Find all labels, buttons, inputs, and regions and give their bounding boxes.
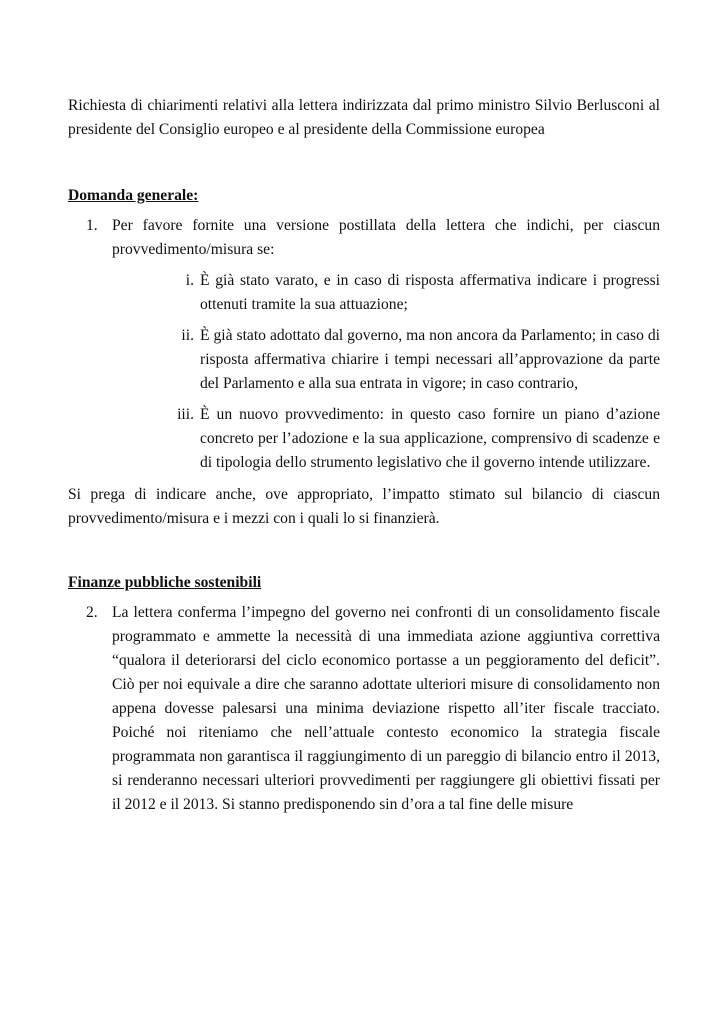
- document-page: [68, 94, 660, 817]
- subitem-text: È già stato varato, e in caso di risposta affermativa indicare i progressi ottenuti tramite la sua attuazione;: [200, 272, 660, 313]
- item-text: La lettera conferma l’impegno del governo nei confronti di un consolidamento fiscale programmato e ammette la necessità di una immediata azione aggiuntiva correttiva “qualora il deteriorarsi del ciclo economico portasse a un peggioramento del deficit”. Ciò per noi equivale a dire che saranno adottate ulteriori misure di consolidamento non appena dovesse palesarsi una minima deviazione rispetto all’iter fiscale tracciato. Poiché noi riteniamo che nell’attuale contesto economico la strategia fiscale programmata non garantisca il raggiungimento di un pareggio di bilancio entro il 2013, si renderanno necessari ulteriori provvedimenti per raggiungere gli obiettivi fissati per il 2012 e il 2013. Si stanno predisponendo sin d’ora a tal fine delle misure: [112, 604, 660, 813]
- subitem-roman: i.: [185, 272, 194, 289]
- numbered-item-2: [86, 601, 660, 817]
- numbered-item-1: [86, 214, 660, 262]
- subitem-text: È già stato adottato dal governo, ma non ancora da Parlamento; in caso di risposta affermativa chiarire i tempi necessari all’approvazione da parte del Parlamento e alla sua entrata in vigore; in caso contrario,: [200, 327, 660, 392]
- item-text: Per favore fornite una versione postillata della lettera che indichi, per ciascun provvedimento/misura se:: [112, 217, 660, 258]
- section-heading-general: Domanda generale:: [68, 187, 199, 204]
- subitem-ii: [154, 324, 660, 396]
- subitem-iii: [154, 403, 660, 475]
- subitem-text: È un nuovo provvedimento: in questo caso fornire un piano d’azione concreto per l’adozione e la sua applicazione, comprensivo di scadenze e di tipologia dello strumento legislativo che il governo intende utilizzare.: [200, 406, 660, 471]
- subitem-i: [154, 269, 660, 317]
- document-intro: Richiesta di chiarimenti relativi alla lettera indirizzata dal primo ministro Silvio Berlusconi al presidente del Consiglio europeo e al presidente della Commissione europea: [68, 97, 660, 138]
- subitem-roman: iii.: [177, 406, 194, 423]
- item-number: 1.: [86, 217, 98, 234]
- item-number: 2.: [86, 604, 98, 621]
- subitem-roman: ii.: [181, 327, 194, 344]
- closing-paragraph: Si prega di indicare anche, ove appropriato, l’impatto stimato sul bilancio di ciascun provvedimento/misura e i mezzi con i quali lo si finanzierà.: [68, 486, 660, 527]
- section-heading-public-finance: Finanze pubbliche sostenibili: [68, 574, 262, 591]
